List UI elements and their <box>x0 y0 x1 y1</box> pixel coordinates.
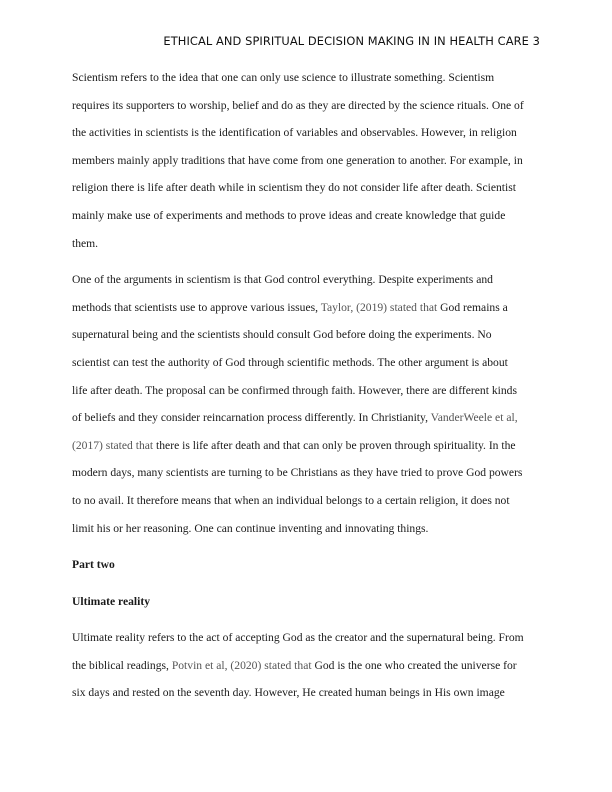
text-run: God is the one who created the universe for <box>311 658 517 672</box>
text-line: members mainly apply traditions that have come from one generation to another. For example, in <box>72 153 523 167</box>
text-line: scientist can test the authority of God through scientific methods. The other argument is about <box>72 355 508 369</box>
citation-potvin: Potvin et al, (2020) stated that <box>171 658 312 672</box>
citation-taylor: Taylor, (2019) stated that <box>320 300 438 314</box>
paragraph-arguments <box>72 266 542 542</box>
text-line: life after death. The proposal can be confirmed through faith. However, there are different kinds <box>72 383 517 397</box>
citation-vanderweele-cont: (2017) stated that <box>72 438 154 452</box>
text-line: requires its supporters to worship, belief and do as they are directed by the science rituals. One of <box>72 98 524 112</box>
text-line: mainly make use of experiments and methods to prove ideas and create knowledge that guide <box>72 208 506 222</box>
text-line: religion there is life after death while in scientism they do not consider life after death. Scientist <box>72 181 516 195</box>
text-run: the biblical readings, <box>72 658 172 672</box>
document-body <box>72 64 542 716</box>
text-line: six days and rested on the seventh day. However, He created human beings in His own image <box>72 686 505 700</box>
text-line: Scientism refers to the idea that one can only use science to illustrate something. Scientism <box>72 71 495 84</box>
text-line: limit his or her reasoning. One can continue inventing and innovating things. <box>72 521 429 535</box>
text-line: supernatural being and the scientists should consult God before doing the experiments. No <box>72 328 492 342</box>
heading-part-two: Part two <box>72 558 115 572</box>
paragraph-scientism <box>72 64 542 257</box>
text-line: modern days, many scientists are turning to be Christians as they have tried to prove God powers <box>72 466 523 480</box>
citation-vanderweele: VanderWeele et al, <box>430 411 518 425</box>
text-line: to no avail. It therefore means that when an individual belongs to a certain religion, it does not <box>72 493 510 507</box>
text-line: One of the arguments in scientism is that God control everything. Despite experiments and <box>72 273 493 287</box>
text-run: God remains a <box>437 300 508 314</box>
running-head: ETHICAL AND SPIRITUAL DECISION MAKING IN IN HEALTH CARE 3 <box>163 34 540 48</box>
text-run: of beliefs and they consider reincarnation process differently. In Christianity, <box>72 411 431 425</box>
text-line: them. <box>72 236 99 250</box>
text-line <box>72 652 542 680</box>
text-line: Ultimate reality refers to the act of accepting God as the creator and the supernatural being. From <box>72 631 524 645</box>
text-line <box>72 432 542 460</box>
paragraph-ultimate-reality <box>72 624 542 707</box>
text-line: the activities in scientists is the identification of variables and observables. However, in religion <box>72 126 517 140</box>
text-run: methods that scientists use to approve various issues, <box>72 300 321 314</box>
heading-ultimate-reality: Ultimate reality <box>72 594 151 608</box>
text-run: there is life after death and that can only be proven through spirituality. In the <box>153 438 516 452</box>
text-line <box>72 404 542 432</box>
text-line <box>72 294 542 322</box>
